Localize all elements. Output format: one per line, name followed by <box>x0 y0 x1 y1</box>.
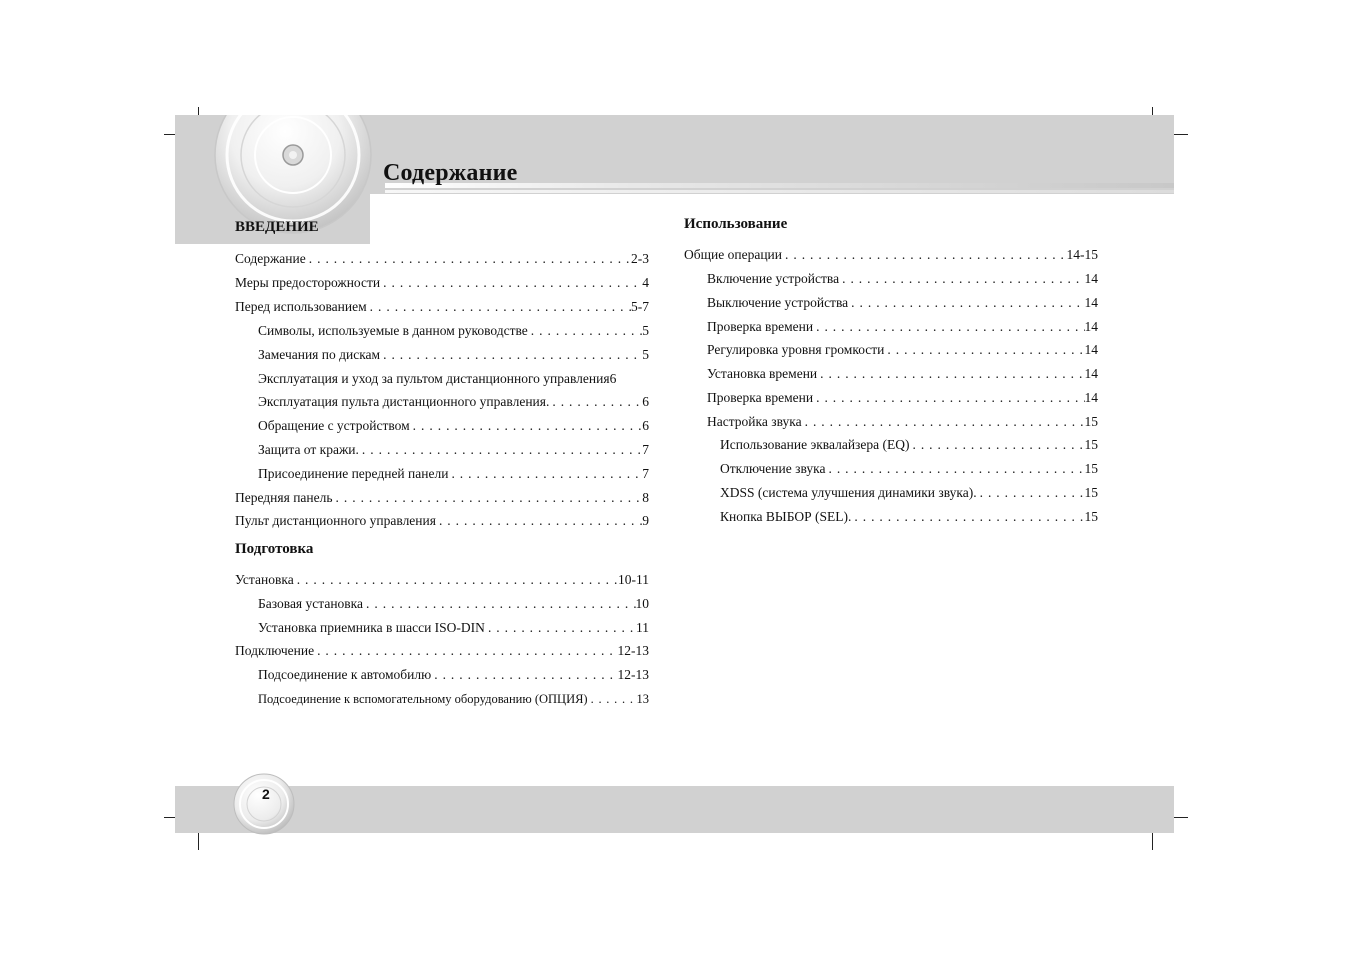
toc-entry-page: 6 <box>609 371 617 386</box>
toc-entry-title: Установка приемника в шасси ISO-DIN <box>258 620 485 635</box>
toc-entry-page: 14 <box>1084 295 1098 310</box>
toc-entry-page: 15 <box>1084 485 1098 500</box>
toc-entry-title: Регулировка уровня громкости <box>707 342 885 357</box>
toc-leader-dots <box>333 489 643 507</box>
toc-leader-dots <box>431 666 617 684</box>
toc-entry-title: Кнопка ВЫБОР (SEL). <box>720 509 852 524</box>
toc-entry-title: Обращение с устройством <box>258 418 410 433</box>
toc-entry-page: 15 <box>1084 461 1098 476</box>
toc-entry-page: 15 <box>1084 509 1098 524</box>
toc-entry[interactable] <box>258 346 649 364</box>
toc-entry-title: Присоединение передней панели <box>258 466 449 481</box>
toc-entry-page: 15 <box>1084 414 1098 429</box>
toc-entry-title: Символы, используемые в данном руководстве <box>258 323 528 338</box>
toc-entry[interactable] <box>258 393 649 411</box>
toc-entry-title: Замечания по дискам <box>258 347 381 362</box>
toc-entry-title: Включение устройства <box>707 271 840 286</box>
toc-entry-title: Перед использованием <box>235 299 367 314</box>
toc-entry-title: Проверка времени <box>707 390 814 405</box>
disc-icon <box>228 770 300 836</box>
toc-leader-dots <box>380 346 642 364</box>
toc-leader-dots <box>314 642 617 660</box>
toc-leader-dots <box>549 393 642 411</box>
toc-entry-title: Проверка времени <box>707 319 814 334</box>
toc-entry-title: Подключение <box>235 643 315 658</box>
toc-entry[interactable] <box>258 690 649 708</box>
header-stripe <box>385 190 1174 193</box>
toc-entry-title: Эксплуатация и уход за пультом дистанционного управления <box>258 371 610 386</box>
toc-entry[interactable] <box>684 246 1098 264</box>
toc-leader-dots <box>848 294 1084 312</box>
toc-entry-title: Выключение устройства <box>707 295 849 310</box>
toc-entry[interactable] <box>258 465 649 483</box>
toc-entry-page: 6 <box>642 418 649 433</box>
toc-leader-dots <box>380 274 642 292</box>
toc-entry[interactable] <box>707 270 1098 288</box>
toc-entry-page: 4 <box>642 275 649 290</box>
toc-leader-dots <box>884 341 1084 359</box>
toc-entry-page: 14 <box>1084 366 1098 381</box>
toc-entry[interactable] <box>235 571 649 589</box>
toc-entry-title: Защита от кражи. <box>258 442 359 457</box>
toc-entry[interactable] <box>720 436 1098 454</box>
toc-entry-title: Меры предосторожности <box>235 275 381 290</box>
toc-leader-dots <box>363 595 635 613</box>
toc-leader-dots <box>817 365 1084 383</box>
toc-entry[interactable] <box>707 341 1098 359</box>
toc-entry-page: 7 <box>642 442 649 457</box>
toc-entry-page: 14 <box>1084 390 1098 405</box>
toc-entry-page: 5-7 <box>631 299 649 314</box>
toc-entry[interactable] <box>720 484 1098 502</box>
toc-leader-dots <box>367 298 631 316</box>
toc-leader-dots <box>813 389 1084 407</box>
toc-leader-dots <box>485 619 636 637</box>
page-number: 2 <box>262 786 270 802</box>
page-title: Содержание <box>383 160 518 186</box>
toc-entry-page: 8 <box>642 490 649 505</box>
toc-entry-title: Установка <box>235 572 294 587</box>
toc-leader-dots <box>528 322 642 340</box>
toc-entry-page: 11 <box>636 620 649 635</box>
toc-entry-page: 6 <box>642 394 649 409</box>
toc-entry-page: 7 <box>642 466 649 481</box>
toc-entry-page: 14-15 <box>1066 247 1098 262</box>
section-heading: ВВЕДЕНИЕ <box>235 219 319 235</box>
toc-entry-page: 9 <box>642 513 649 528</box>
toc-leader-dots <box>977 484 1085 502</box>
toc-entry[interactable] <box>720 508 1098 526</box>
toc-entry[interactable] <box>235 274 649 292</box>
toc-entry-title: Передняя панель <box>235 490 333 505</box>
toc-entry[interactable] <box>235 250 649 268</box>
toc-leader-dots <box>306 250 631 268</box>
toc-entry[interactable] <box>235 512 649 530</box>
toc-entry-page: 13 <box>636 692 649 706</box>
toc-leader-dots <box>851 508 1084 526</box>
toc-entry[interactable] <box>258 595 649 613</box>
toc-leader-dots <box>436 512 642 530</box>
toc-entry[interactable] <box>258 370 658 388</box>
toc-entry[interactable] <box>707 413 1098 431</box>
toc-entry-title: XDSS (система улучшения динамики звука). <box>720 485 977 500</box>
toc-leader-dots <box>825 460 1084 478</box>
toc-entry-title: Содержание <box>235 251 306 266</box>
toc-entry-title: Использование эквалайзера (EQ) <box>720 437 910 452</box>
toc-entry-title: Эксплуатация пульта дистанционного управления. <box>258 394 550 409</box>
toc-entry-page: 14 <box>1084 319 1098 334</box>
toc-entry-title: Подсоединение к автомобилю <box>258 667 432 682</box>
toc-entry-page: 2-3 <box>631 251 649 266</box>
toc-entry[interactable] <box>235 642 649 660</box>
toc-entry-page: 5 <box>642 323 649 338</box>
toc-entry-page: 14 <box>1084 271 1098 286</box>
toc-leader-dots <box>448 465 642 483</box>
toc-entry-page: 12-13 <box>617 643 649 658</box>
section-heading: Использование <box>684 216 788 232</box>
toc-entry[interactable] <box>707 318 1098 336</box>
toc-leader-dots <box>588 690 637 708</box>
toc-entry-page: 14 <box>1084 342 1098 357</box>
toc-entry[interactable] <box>258 417 649 435</box>
toc-entry-page: 5 <box>642 347 649 362</box>
toc-leader-dots <box>909 436 1084 454</box>
toc-entry-title: Подсоединение к вспомогательному оборудованию (ОПЦИЯ) <box>258 692 588 706</box>
toc-entry[interactable] <box>235 298 649 316</box>
toc-entry-page: 10 <box>635 596 649 611</box>
toc-entry-page: 10-11 <box>618 572 649 587</box>
toc-leader-dots <box>359 441 642 459</box>
toc-entry-title: Установка времени <box>707 366 818 381</box>
toc-leader-dots <box>802 413 1085 431</box>
toc-entry[interactable] <box>258 666 649 684</box>
toc-leader-dots <box>294 571 618 589</box>
toc-entry-title: Пульт дистанционного управления <box>235 513 436 528</box>
toc-entry[interactable] <box>707 389 1098 407</box>
toc-entry-title: Настройка звука <box>707 414 802 429</box>
toc-entry-title: Базовая установка <box>258 596 364 611</box>
toc-leader-dots <box>410 417 643 435</box>
toc-entry[interactable] <box>258 441 649 459</box>
toc-entry[interactable] <box>235 489 649 507</box>
toc-leader-dots <box>839 270 1084 288</box>
toc-entry-title: Общие операции <box>684 247 782 262</box>
toc-entry-page: 15 <box>1084 437 1098 452</box>
toc-entry-page: 12-13 <box>617 667 649 682</box>
toc-entry-title: Отключение звука <box>720 461 826 476</box>
toc-entry[interactable] <box>258 322 649 340</box>
footer-band <box>175 786 1174 833</box>
toc-entry[interactable] <box>707 365 1098 383</box>
toc-entry[interactable] <box>258 619 649 637</box>
toc-entry[interactable] <box>720 460 1098 478</box>
section-heading: Подготовка <box>235 541 314 557</box>
toc-leader-dots <box>782 246 1067 264</box>
toc-leader-dots <box>813 318 1084 336</box>
toc-entry[interactable] <box>707 294 1098 312</box>
